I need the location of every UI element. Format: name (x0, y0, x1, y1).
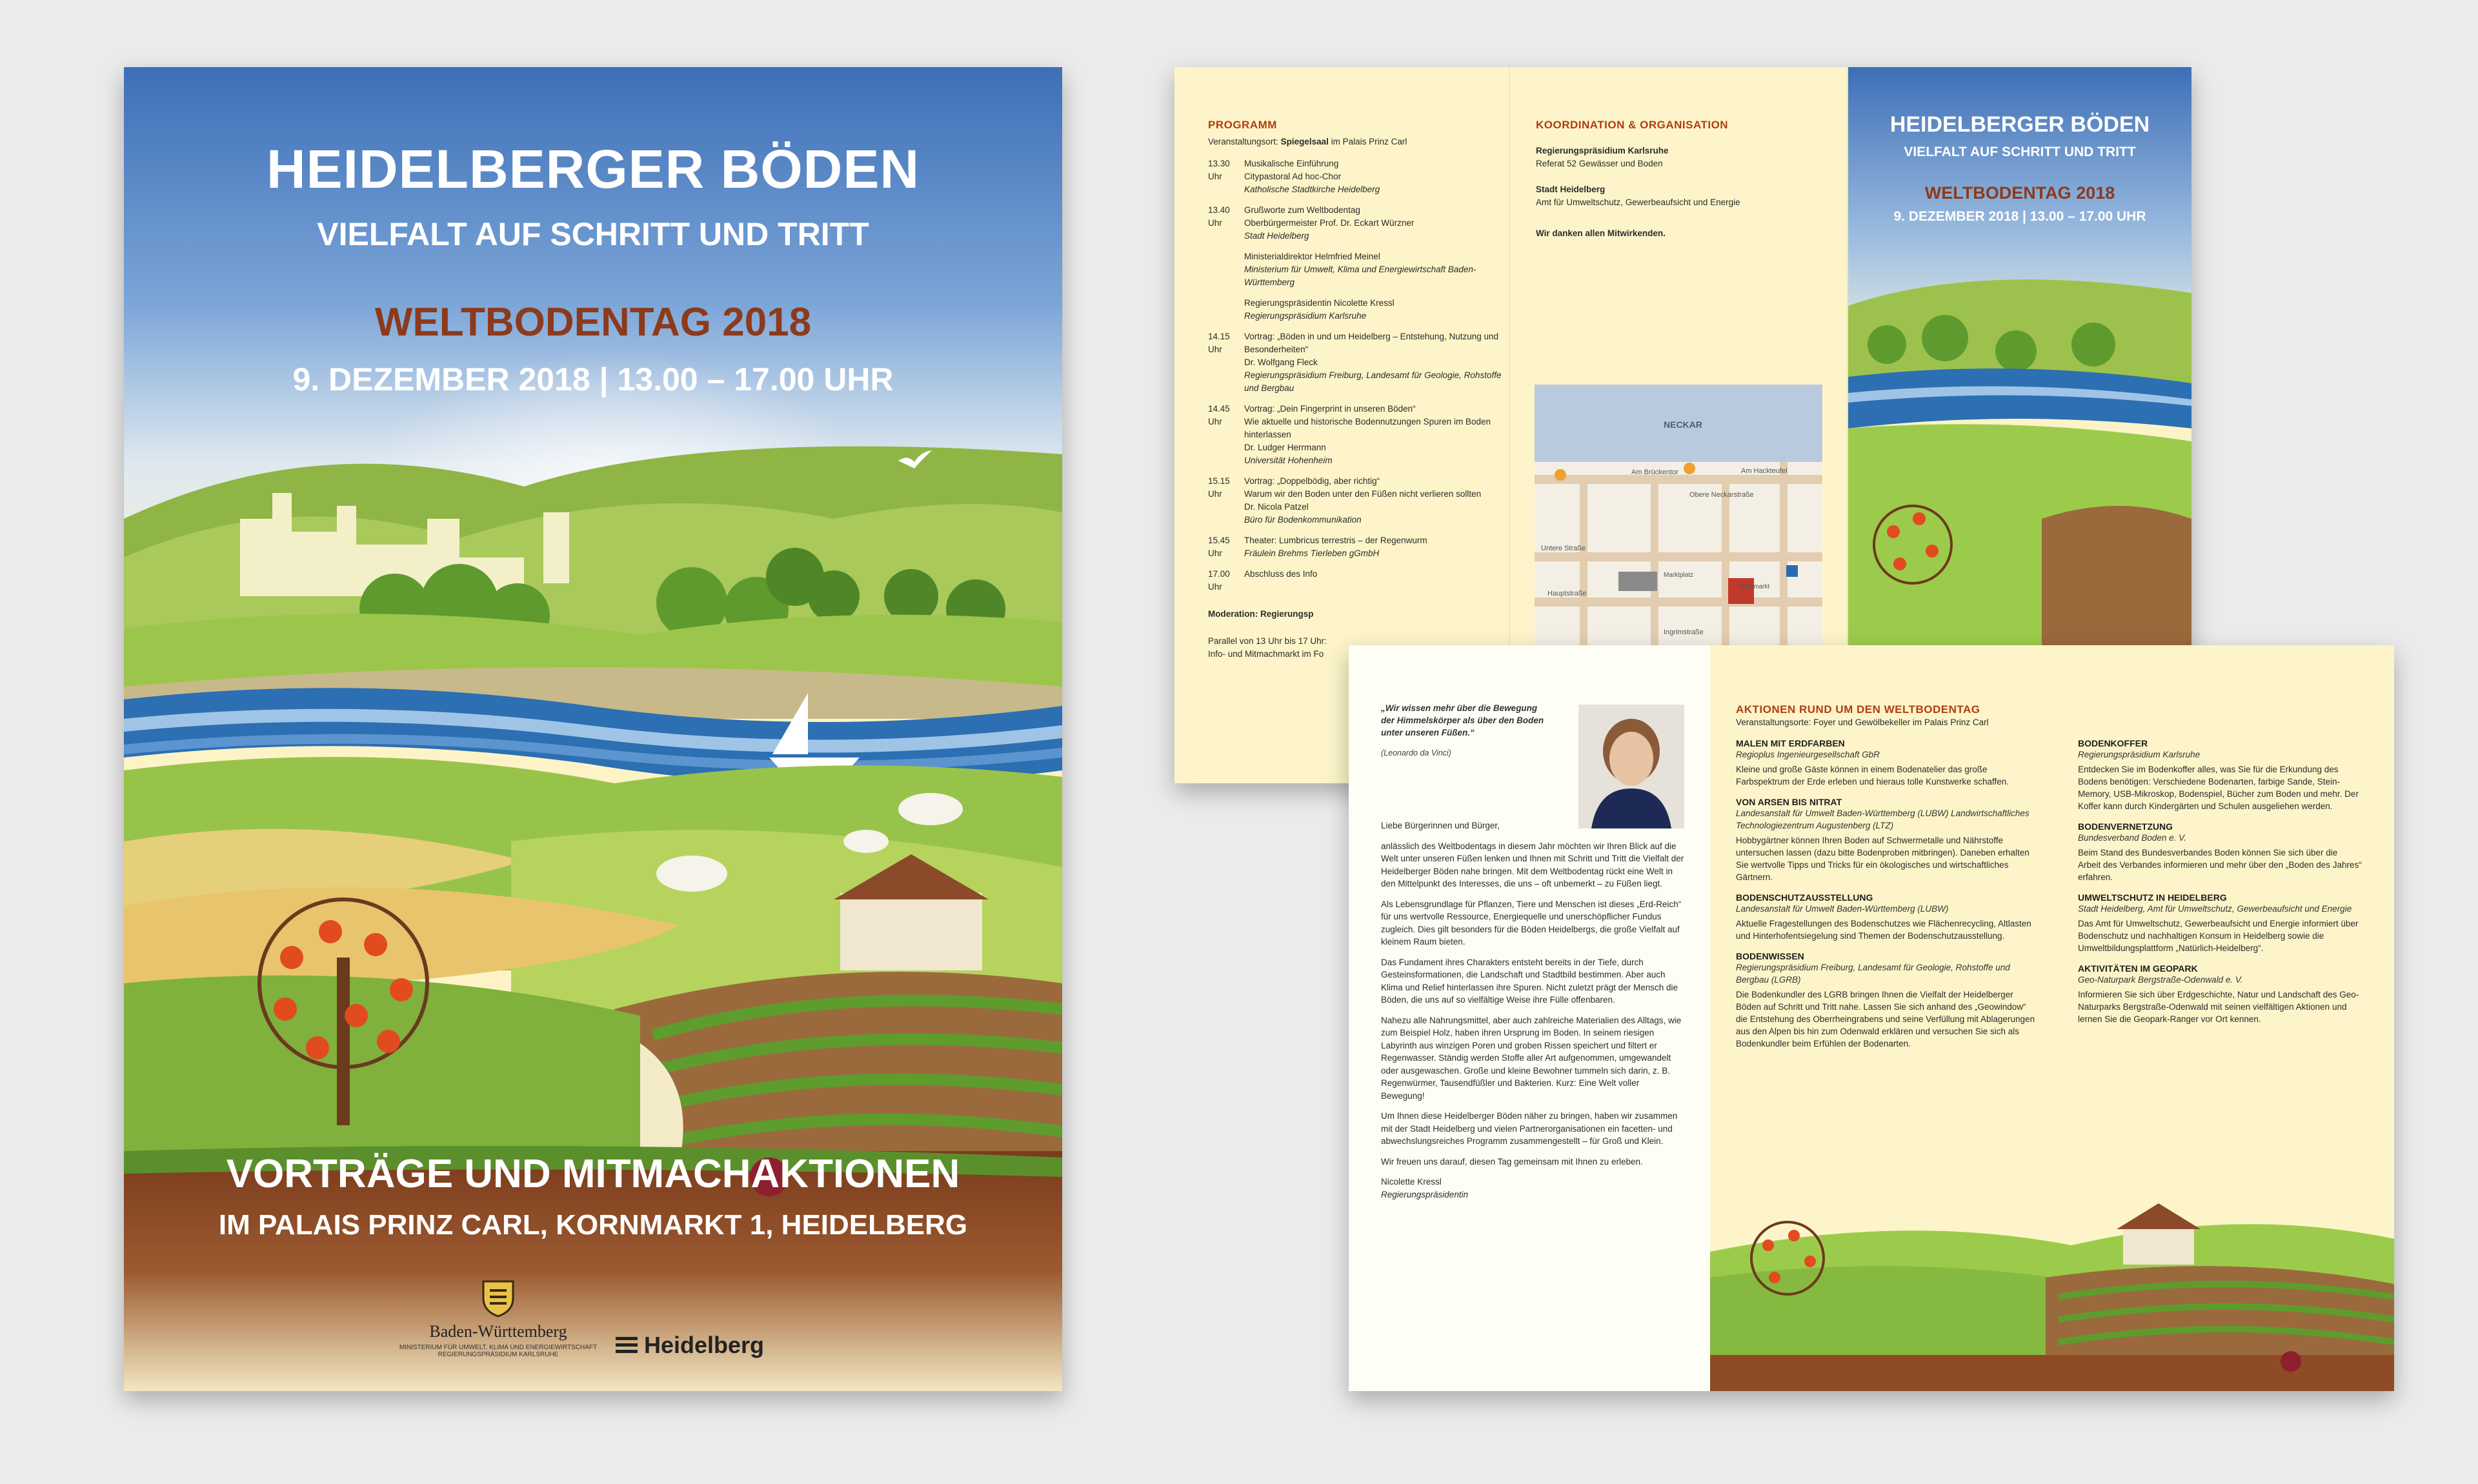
aktion-item: BODENVERNETZUNG Bundesverband Boden e. V. Beim Stand des Bundesverbandes Boden können Sie sich über die Arbeit des Verbandes informieren und mehr über den „Boden des Jahres“ erfahren. (2078, 821, 2362, 882)
programm-item: 15.45 Uhr Theater: Lumbricus terrestris – der Regenwurm Fräulein Brehms Tierleben gGmbH (1208, 536, 1427, 558)
city-map: NECKAR Am Brückentor Am Hackteufel Obere Neckarstraße Untere Straße Hauptstraße Ingrimstraße Kornmarkt Marktplatz (1535, 385, 1822, 649)
letter-paragraph: Das Fundament ihres Charakters entsteht bereits in der Tiefe, durch Gesteinsformationen, die Landschaft und Stadtbild bestimmen. Aber auch Klima und Relief hinterlassen ihre Spuren. Nicht zuletzt prägt der Mensch die Böden, die uns auf so vielfältige Weise ihre Fülle offenbaren. (1381, 957, 1678, 1005)
logo-baden-wuerttemberg: Baden-Württemberg MINISTERIUM FÜR UMWELT, KLIMA UND ENERGIEWIRTSCHAFT REGIERUNGSPRÄSIDIUM KARLSRUHE (382, 1274, 614, 1358)
logo-heidelberg: Heidelberg (614, 1332, 764, 1359)
aktion-item: BODENKOFFER Regierungspräsidium Karlsruhe Entdecken Sie im Bodenkoffer alles, was Sie für die Erkundung des Bodens benötigen: Verschiedene Bodenarten, farbige Sande, Stein-Memory, USB-Mikroskop, Bodenspiel, Bücher zum Boden und mehr. Der Koffer kann durch Kindergärten und Schulen ausgeliehen werden. (2078, 738, 2359, 811)
programm-item: 17.00 Uhr Abschluss des Info (1208, 569, 1318, 592)
aktionen-column-1 (1736, 729, 2039, 1050)
programm-heading: PROGRAMM (1208, 119, 1277, 131)
cover-date: 9. DEZEMBER 2018 | 13.00 – 17.00 UHR (1893, 209, 2146, 224)
programm-item: 13.40 Uhr Grußworte zum Weltbodentag Oberbürgermeister Prof. Dr. Eckart Würzner Stadt Heidelberg (1208, 205, 1415, 241)
letter-paragraph: anlässlich des Weltbodentags in diesem Jahr möchten wir Ihren Blick auf die Welt unter unseren Füßen lenken und Ihnen mit Schritt und Tritt die Vielfalt der Heidelberger Böden nahe bringen. Mit dem Weltbodentag rückt eine Welt in den Mittelpunkt des Interesses, die uns – oft unbemerkt – zu Füßen liegt. (1381, 841, 1684, 888)
aktion-item: BODENSCHUTZAUSSTELLUNG Landesanstalt für Umwelt Baden-Württemberg (LUBW) Aktuelle Fragestellungen des Bodenschutzes wie Flächenrecycling, Altlasten und Hinterhofentsiegelung sind Themen der Bodenschutzausstellung. (1736, 892, 2031, 941)
programm-item: Regierungspräsidentin Nicolette Kressl Regierungspräsidium Karlsruhe (1244, 298, 1395, 321)
aktionen-heading: AKTIONEN RUND UM DEN WELTBODENTAG Veranstaltungsorte: Foyer und Gewölbekeller im Palais Prinz Carl (1736, 703, 1989, 727)
programm-venue: Veranstaltungsort: Spiegelsaal im Palais Prinz Carl (1208, 137, 1407, 146)
aktion-item: MALEN MIT ERDFARBEN Regioplus Ingenieurgesellschaft GbR Kleine und große Gäste können in einem Bodenatelier das große Farbspektrum der Erde erleben und hieraus tolle Kunstwerke schaffen. (1736, 738, 2009, 787)
aktion-item: AKTIVITÄTEN IM GEOPARK Geo-Naturpark Bergstraße-Odenwald e. V. Informieren Sie sich über Erdgeschichte, Natur und Landschaft des Geo-Naturparks Bergstraße-Odenwald mit seinen vielfältigen Aktionen und lernen Sie die Geopark-Ranger vor Ort kennen. (2078, 963, 2359, 1024)
letter-body (1381, 819, 1684, 1201)
letter-signer-title: Regierungspräsidentin (1381, 1189, 1469, 1199)
aktionen-panel (1710, 645, 2394, 1391)
programm-parallel-2: Info- und Mitmachmarkt im Fo (1208, 649, 1324, 659)
cover-event: WELTBODENTAG 2018 (1924, 183, 2115, 203)
cover-title: HEIDELBERGER BÖDEN (1889, 112, 2150, 137)
portrait-photo (1578, 705, 1684, 828)
heidelberg-logo-icon (614, 1333, 639, 1358)
programm-moderation: Moderation: Regierungsp (1208, 609, 1314, 619)
programm-item: 15.15 Uhr Vortrag: „Doppelbödig, aber richtig“ Warum wir den Boden unter den Füßen nicht verlieren sollten Dr. Nicola Patzel Büro für Bodenkommunikation (1208, 476, 1482, 525)
letter-paragraph: Liebe Bürgerinnen und Bürger, (1381, 821, 1500, 830)
map-river-label: NECKAR (1664, 419, 1702, 430)
programm-parallel-1: Parallel von 13 Uhr bis 17 Uhr: (1208, 636, 1327, 646)
koordination-panel: KOORDINATION & ORGANISATION Regierungspräsidium Karlsruhe Referat 52 Gewässer und Boden Stadt Heidelberg Amt für Umweltschutz, Gewerbeaufsicht und Energie Wir danken allen Mitwirkenden. (1536, 119, 1839, 240)
poster-date: 9. DEZEMBER 2018 | 13.00 – 17.00 UHR (292, 361, 894, 397)
aktionen-landscape-illustration (1710, 1174, 2394, 1391)
flyer-bottom (1349, 645, 2394, 1391)
aktionen-column-2 (2078, 729, 2362, 1025)
letter-signer: Nicolette Kressl (1381, 1177, 1442, 1187)
letter-panel (1349, 645, 1710, 1391)
programm-item: Ministerialdirektor Helmfried Meinel Ministerium für Umwelt, Klima und Energiewirtschaft Baden-Württemberg (1244, 252, 1476, 287)
poster-event: WELTBODENTAG 2018 (374, 300, 812, 345)
poster-title: HEIDELBERGER BÖDEN (266, 139, 920, 199)
aktion-item: VON ARSEN BIS NITRAT Landesanstalt für Umwelt Baden-Württemberg (LUBW) Landwirtschaftliches Technologiezentrum Augustenberg (LTZ) Hobbygärtner können Ihren Boden auf Schwermetalle und Nährstoffe untersuchen lassen (dazu bitte Bodenproben mitbringen). Daneben erhalten Sie wertvolle Tipps und Tricks für ein ökologisches und wirtschaftliches Gärtnern. (1736, 797, 2030, 882)
quote-text: „Wir wissen mehr über die Bewegung der Himmelskörper als über den Boden unter unseren Füßen.“ (1381, 703, 1544, 737)
aktion-item: UMWELTSCHUTZ IN HEIDELBERG Stadt Heidelberg, Amt für Umweltschutz, Gewerbeaufsicht und Energie Das Amt für Umweltschutz, Gewerbeaufsicht und Energie informiert über Bodenschutz und nachhaltigen Konsum in Heidelberg sowie die Umweltbildungsplattform „Natürlich-Heidelberg“. (2078, 892, 2359, 953)
programm-list (1208, 157, 1511, 594)
letter-paragraph: Nahezu alle Nahrungsmittel, aber auch zahlreiche Materialien des Alltags, wie zum Beispiel Holz, haben ihren Ursprung im Boden. In seinem riesigen Labyrinth aus winzigen Poren und groben Rissen speichert und filtert er Regenwasser. Ständig werden Stoffe aller Art aufgenommen, umgewandelt oder ausgewaschen. Große und kleine Bewohner tummeln sich darin, z. B. Regenwürmer, Tausendfüßler und Bakterien. Kurz: Eine Welt voller Bewegung! (1381, 1015, 1682, 1101)
coat-of-arms-icon (476, 1274, 521, 1319)
letter-paragraph: Um Ihnen diese Heidelberger Böden näher zu bringen, haben wir zusammen mit der Stadt Heidelberg und vielen Partnerorganisationen ein facetten- und abwechslungsreiches Programm zusammengestellt – für Groß und Klein. (1381, 1111, 1678, 1146)
programm-item: 14.15 Uhr Vortrag: „Böden in und um Heidelberg – Entstehung, Nutzung und Besonderheiten“ Dr. Wolfgang Fleck Regierungspräsidium Freiburg, Landesamt für Geologie, Rohstoffe und Bergbau (1208, 332, 1502, 393)
letter-paragraph: Wir freuen uns darauf, diesen Tag gemeinsam mit Ihnen zu erleben. (1381, 1156, 1643, 1167)
poster (124, 67, 1062, 1391)
letter-paragraph: Als Lebensgrundlage für Pflanzen, Tiere und Menschen ist dieses „Erd-Reich“ für uns wertvolle Ressource, Energiequelle und unerschöpflicher Fundus zugleich. Dies gilt besonders für die Böden Heidelbergs, die große Vielfalt auf kleinem Raum bieten. (1381, 899, 1682, 947)
programm-panel (1208, 119, 1511, 661)
cover-subtitle: VIELFALT AUF SCHRITT UND TRITT (1904, 145, 2136, 159)
poster-footer-sub: IM PALAIS PRINZ CARL, KORNMARKT 1, HEIDELBERG (218, 1209, 968, 1241)
quote-author: (Leonardo da Vinci) (1381, 748, 1451, 757)
koordination-heading: KOORDINATION & ORGANISATION (1536, 119, 1729, 131)
poster-footer-title: VORTRÄGE UND MITMACHAKTIONEN (226, 1152, 960, 1196)
programm-item: 13.30 Uhr Musikalische Einführung Citypastoral Ad hoc-Chor Katholische Stadtkirche Heidelberg (1208, 159, 1380, 194)
poster-subtitle: VIELFALT AUF SCHRITT UND TRITT (317, 216, 869, 252)
programm-item: 14.45 Uhr Vortrag: „Dein Fingerprint in unseren Böden“ Wie aktuelle und historische Bodennutzungen Spuren im Boden hinterlassen Dr. Ludger Herrmann Universität Hohenheim (1208, 404, 1491, 465)
aktion-item: BODENWISSEN Regierungspräsidium Freiburg, Landesamt für Geologie, Rohstoffe und Bergbau (LGRB) Die Bodenkundler des LGRB bringen Ihnen die Vielfalt der Heidelberger Böden auf Schritt und Tritt nahe. Lassen Sie sich anhand des „Geowindow“ die Entstehung des Oberrheingrabens und seine Verfüllung mit Ablagerungen aus den Alpen bis hin zum Odenwald erklären und versuchen Sie sich als Bodenkundler beim Erfühlen der Bodenarten. (1736, 951, 2035, 1048)
